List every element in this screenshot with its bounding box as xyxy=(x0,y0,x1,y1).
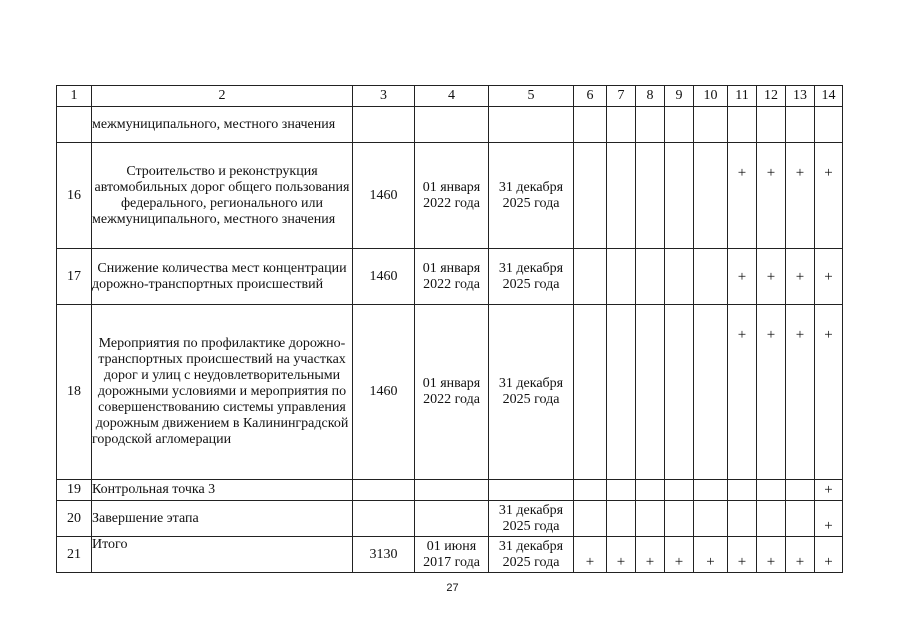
mark-cell: + xyxy=(786,143,815,249)
row-end: 31 декабря 2025 года xyxy=(489,305,574,480)
mark-cell xyxy=(607,143,636,249)
mark-cell: + xyxy=(815,501,843,537)
mark-cell: + xyxy=(757,143,786,249)
row-cost: 3130 xyxy=(353,537,415,573)
row-start xyxy=(415,107,489,143)
mark-cell xyxy=(786,480,815,501)
mark-cell xyxy=(636,480,665,501)
row-end xyxy=(489,480,574,501)
table-row xyxy=(57,305,843,480)
table-row xyxy=(57,107,843,143)
mark-cell xyxy=(574,249,607,305)
mark-cell xyxy=(694,501,728,537)
mark-cell: + xyxy=(728,249,757,305)
table-row xyxy=(57,143,843,249)
mark-cell xyxy=(728,501,757,537)
mark-cell: + xyxy=(757,305,786,480)
mark-cell: + xyxy=(757,249,786,305)
row-number: 20 xyxy=(57,501,92,537)
mark-cell xyxy=(665,107,694,143)
row-cost: 1460 xyxy=(353,143,415,249)
row-name: Итого xyxy=(92,537,353,573)
header-cell: 8 xyxy=(636,86,665,107)
header-cell: 12 xyxy=(757,86,786,107)
row-start: 01 января 2022 года xyxy=(415,249,489,305)
mark-cell xyxy=(607,249,636,305)
header-cell: 14 xyxy=(815,86,843,107)
mark-cell xyxy=(607,501,636,537)
mark-cell xyxy=(694,143,728,249)
row-end: 31 декабря 2025 года xyxy=(489,249,574,305)
mark-cell xyxy=(728,480,757,501)
mark-cell: + xyxy=(786,537,815,573)
row-number xyxy=(57,107,92,143)
page-number: 27 xyxy=(446,582,459,594)
mark-cell xyxy=(694,107,728,143)
row-number: 17 xyxy=(57,249,92,305)
row-cost xyxy=(353,501,415,537)
header-cell: 1 xyxy=(57,86,92,107)
row-end: 31 декабря 2025 года xyxy=(489,501,574,537)
table-row xyxy=(57,537,843,573)
mark-cell xyxy=(574,143,607,249)
mark-cell: + xyxy=(786,305,815,480)
row-start: 01 июня 2017 года xyxy=(415,537,489,573)
mark-cell: + xyxy=(815,249,843,305)
mark-cell xyxy=(665,249,694,305)
header-cell: 3 xyxy=(353,86,415,107)
row-number: 16 xyxy=(57,143,92,249)
header-cell: 10 xyxy=(694,86,728,107)
mark-cell xyxy=(694,249,728,305)
row-cost xyxy=(353,480,415,501)
mark-cell xyxy=(574,107,607,143)
mark-cell xyxy=(694,480,728,501)
mark-cell: + xyxy=(728,537,757,573)
mark-cell xyxy=(728,107,757,143)
mark-cell: + xyxy=(694,537,728,573)
mark-cell xyxy=(665,305,694,480)
row-cost: 1460 xyxy=(353,249,415,305)
mark-cell xyxy=(636,305,665,480)
header-cell: 4 xyxy=(415,86,489,107)
mark-cell: + xyxy=(757,537,786,573)
header-cell: 9 xyxy=(665,86,694,107)
row-name: межмуниципального, местного значения xyxy=(92,107,353,143)
mark-cell xyxy=(694,305,728,480)
mark-cell xyxy=(574,501,607,537)
mark-cell: + xyxy=(815,537,843,573)
table-row xyxy=(57,249,843,305)
header-cell: 13 xyxy=(786,86,815,107)
mark-cell xyxy=(815,107,843,143)
mark-cell xyxy=(636,501,665,537)
mark-cell: + xyxy=(815,305,843,480)
row-start xyxy=(415,480,489,501)
row-name: Строительство и реконструкция автомобильных дорог общего пользования федерального, регионального или межмуниципального, местного значения xyxy=(92,143,353,249)
row-name: Контрольная точка 3 xyxy=(92,480,353,501)
header-cell: 6 xyxy=(574,86,607,107)
row-end: 31 декабря 2025 года xyxy=(489,537,574,573)
mark-cell xyxy=(607,480,636,501)
row-number: 18 xyxy=(57,305,92,480)
plan-table xyxy=(56,85,843,573)
row-name: Снижение количества мест концентрации дорожно-транспортных происшествий xyxy=(92,249,353,305)
row-end xyxy=(489,107,574,143)
header-cell: 11 xyxy=(728,86,757,107)
row-number: 19 xyxy=(57,480,92,501)
row-start: 01 января 2022 года xyxy=(415,143,489,249)
mark-cell xyxy=(665,143,694,249)
header-row xyxy=(57,86,843,107)
mark-cell: + xyxy=(728,143,757,249)
table-row xyxy=(57,501,843,537)
mark-cell xyxy=(607,305,636,480)
mark-cell xyxy=(636,143,665,249)
row-end: 31 декабря 2025 года xyxy=(489,143,574,249)
mark-cell: + xyxy=(815,480,843,501)
mark-cell xyxy=(636,107,665,143)
mark-cell xyxy=(607,107,636,143)
table-row xyxy=(57,480,843,501)
mark-cell xyxy=(757,501,786,537)
row-start xyxy=(415,501,489,537)
mark-cell: + xyxy=(665,537,694,573)
mark-cell: + xyxy=(607,537,636,573)
mark-cell xyxy=(665,480,694,501)
header-cell: 7 xyxy=(607,86,636,107)
mark-cell xyxy=(786,107,815,143)
header-cell: 5 xyxy=(489,86,574,107)
mark-cell: + xyxy=(636,537,665,573)
mark-cell: + xyxy=(786,249,815,305)
mark-cell: + xyxy=(815,143,843,249)
row-start: 01 января 2022 года xyxy=(415,305,489,480)
mark-cell: + xyxy=(728,305,757,480)
mark-cell xyxy=(786,501,815,537)
mark-cell: + xyxy=(574,537,607,573)
mark-cell xyxy=(757,107,786,143)
row-number: 21 xyxy=(57,537,92,573)
row-cost xyxy=(353,107,415,143)
mark-cell xyxy=(574,480,607,501)
mark-cell xyxy=(636,249,665,305)
mark-cell xyxy=(574,305,607,480)
row-cost: 1460 xyxy=(353,305,415,480)
mark-cell xyxy=(757,480,786,501)
row-name: Мероприятия по профилактике дорожно-транспортных происшествий на участках дорог и улиц с неудовлетворительными дорожными условиями и мероприятия по совершенствованию системы управления дорожным движением в Калининградской городской агломерации xyxy=(92,305,353,480)
row-name: Завершение этапа xyxy=(92,501,353,537)
mark-cell xyxy=(665,501,694,537)
header-cell: 2 xyxy=(92,86,353,107)
